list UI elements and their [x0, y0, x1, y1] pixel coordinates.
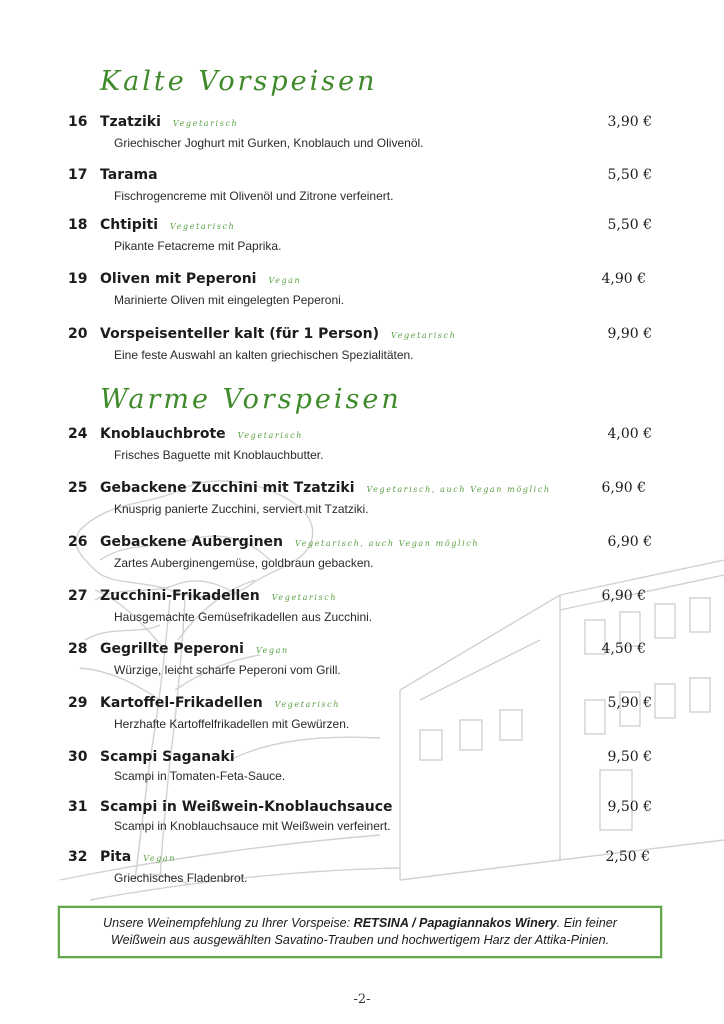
item-price: 5,50 €	[607, 217, 652, 233]
item-number: 17	[68, 167, 88, 183]
item-tag: Vegetarisch	[274, 700, 341, 709]
item-description: Pikante Fetacreme mit Paprika.	[114, 239, 282, 253]
item-description: Griechisches Fladenbrot.	[114, 871, 248, 885]
menu-item	[68, 641, 652, 687]
item-price: 6,90 €	[601, 588, 646, 604]
item-description: Scampi in Knoblauchsauce mit Weißwein verfeinert.	[114, 819, 391, 833]
item-price: 9,50 €	[607, 799, 652, 815]
menu-item	[68, 480, 652, 526]
item-description: Würzige, leicht scharfe Peperoni vom Grill.	[114, 663, 341, 677]
item-price: 9,50 €	[607, 749, 652, 765]
item-number: 26	[68, 534, 88, 550]
section-title-warme-vorspeisen: Warme Vorspeisen	[100, 384, 402, 415]
item-number: 27	[68, 588, 88, 604]
item-description: Scampi in Tomaten-Feta-Sauce.	[114, 769, 286, 783]
item-number: 16	[68, 114, 88, 130]
item-price: 5,50 €	[607, 167, 652, 183]
item-description: Herzhafte Kartoffelfrikadellen mit Gewürzen.	[114, 717, 350, 731]
item-number: 24	[68, 426, 88, 442]
item-number: 30	[68, 749, 88, 765]
wine-line-1: Unsere Weinempfehlung zu Ihrer Vorspeise: RETSINA / Papagiannakos Winery. Ein feiner	[103, 916, 617, 930]
item-name: Tzatziki Vegetarisch	[100, 114, 239, 130]
item-price: 5,90 €	[607, 695, 652, 711]
item-description: Eine feste Auswahl an kalten griechischen Spezialitäten.	[114, 348, 414, 362]
item-tag: Vegetarisch	[237, 431, 304, 440]
item-name: Oliven mit Peperoni Vegan	[100, 271, 302, 287]
menu-item	[68, 588, 652, 634]
menu-item	[68, 534, 652, 580]
item-name: Scampi Saganaki	[100, 749, 235, 765]
item-name: Gebackene Zucchini mit Tzatziki Vegetarisch, auch Vegan möglich	[100, 480, 551, 496]
wine-name: RETSINA / Papagiannakos Winery	[353, 916, 557, 930]
item-tag: Vegetarisch	[172, 119, 239, 128]
menu-item	[68, 326, 652, 372]
item-name: Kartoffel-Frikadellen Vegetarisch	[100, 695, 341, 711]
item-description: Marinierte Oliven mit eingelegten Peperoni.	[114, 293, 345, 307]
item-description: Knusprig panierte Zucchini, serviert mit Tzatziki.	[114, 502, 369, 516]
item-price: 3,90 €	[607, 114, 652, 130]
wine-line-2: Weißwein aus ausgewählten Savatino-Trauben und hochwertigem Harz der Attika-Pinien.	[110, 933, 610, 947]
menu-item	[68, 426, 652, 472]
item-name: Pita Vegan	[100, 849, 177, 865]
item-tag: Vegan	[268, 276, 302, 285]
item-name: Chtipiti Vegetarisch	[100, 217, 236, 233]
item-description: Hausgemachte Gemüsefrikadellen aus Zucchini.	[114, 610, 373, 624]
item-name: Zucchini-Frikadellen Vegetarisch	[100, 588, 338, 604]
item-tag: Vegetarisch	[391, 331, 457, 340]
item-price: 2,50 €	[605, 849, 650, 865]
item-name: Gebackene Auberginen Vegetarisch, auch Vegan möglich	[100, 534, 480, 550]
item-number: 25	[68, 480, 88, 496]
menu-item	[68, 799, 652, 845]
menu-item	[68, 217, 652, 263]
item-name: Gegrillte Peperoni Vegan	[100, 641, 289, 657]
menu-item	[68, 695, 652, 741]
item-tag: Vegetarisch	[271, 593, 338, 602]
item-price: 4,00 €	[607, 426, 652, 442]
menu-item	[68, 114, 652, 160]
item-name: Knoblauchbrote Vegetarisch	[100, 426, 304, 442]
menu-item	[68, 849, 652, 895]
item-number: 32	[68, 849, 88, 865]
item-tag: Vegan	[143, 854, 177, 863]
item-name: Scampi in Weißwein-Knoblauchsauce	[100, 799, 393, 815]
wine-recommendation-box	[58, 906, 662, 958]
menu-item	[68, 167, 652, 213]
item-description: Griechischer Joghurt mit Gurken, Knoblauch und Olivenöl.	[114, 136, 424, 150]
item-price: 4,50 €	[601, 641, 646, 657]
item-price: 4,90 €	[601, 271, 646, 287]
item-number: 19	[68, 271, 88, 287]
item-name: Tarama	[100, 167, 158, 183]
item-price: 9,90 €	[607, 326, 652, 342]
page-number: -2-	[353, 992, 371, 1007]
item-tag: Vegetarisch, auch Vegan möglich	[295, 539, 480, 548]
item-price: 6,90 €	[601, 480, 646, 496]
item-number: 20	[68, 326, 88, 342]
item-number: 31	[68, 799, 88, 815]
item-tag: Vegetarisch, auch Vegan möglich	[366, 485, 551, 494]
menu-item	[68, 271, 652, 317]
item-description: Fischrogencreme mit Olivenöl und Zitrone verfeinert.	[114, 189, 394, 203]
item-name: Vorspeisenteller kalt (für 1 Person) Vegetarisch	[100, 326, 457, 342]
item-number: 29	[68, 695, 88, 711]
item-tag: Vegetarisch	[170, 222, 236, 231]
item-description: Frisches Baguette mit Knoblauchbutter.	[114, 448, 324, 462]
section-title-kalte-vorspeisen: Kalte Vorspeisen	[100, 66, 378, 97]
item-tag: Vegan	[255, 646, 289, 655]
item-price: 6,90 €	[607, 534, 652, 550]
item-description: Zartes Auberginengemüse, goldbraun gebacken.	[114, 556, 374, 570]
item-number: 28	[68, 641, 88, 657]
item-number: 18	[68, 217, 88, 233]
menu-item	[68, 749, 652, 795]
